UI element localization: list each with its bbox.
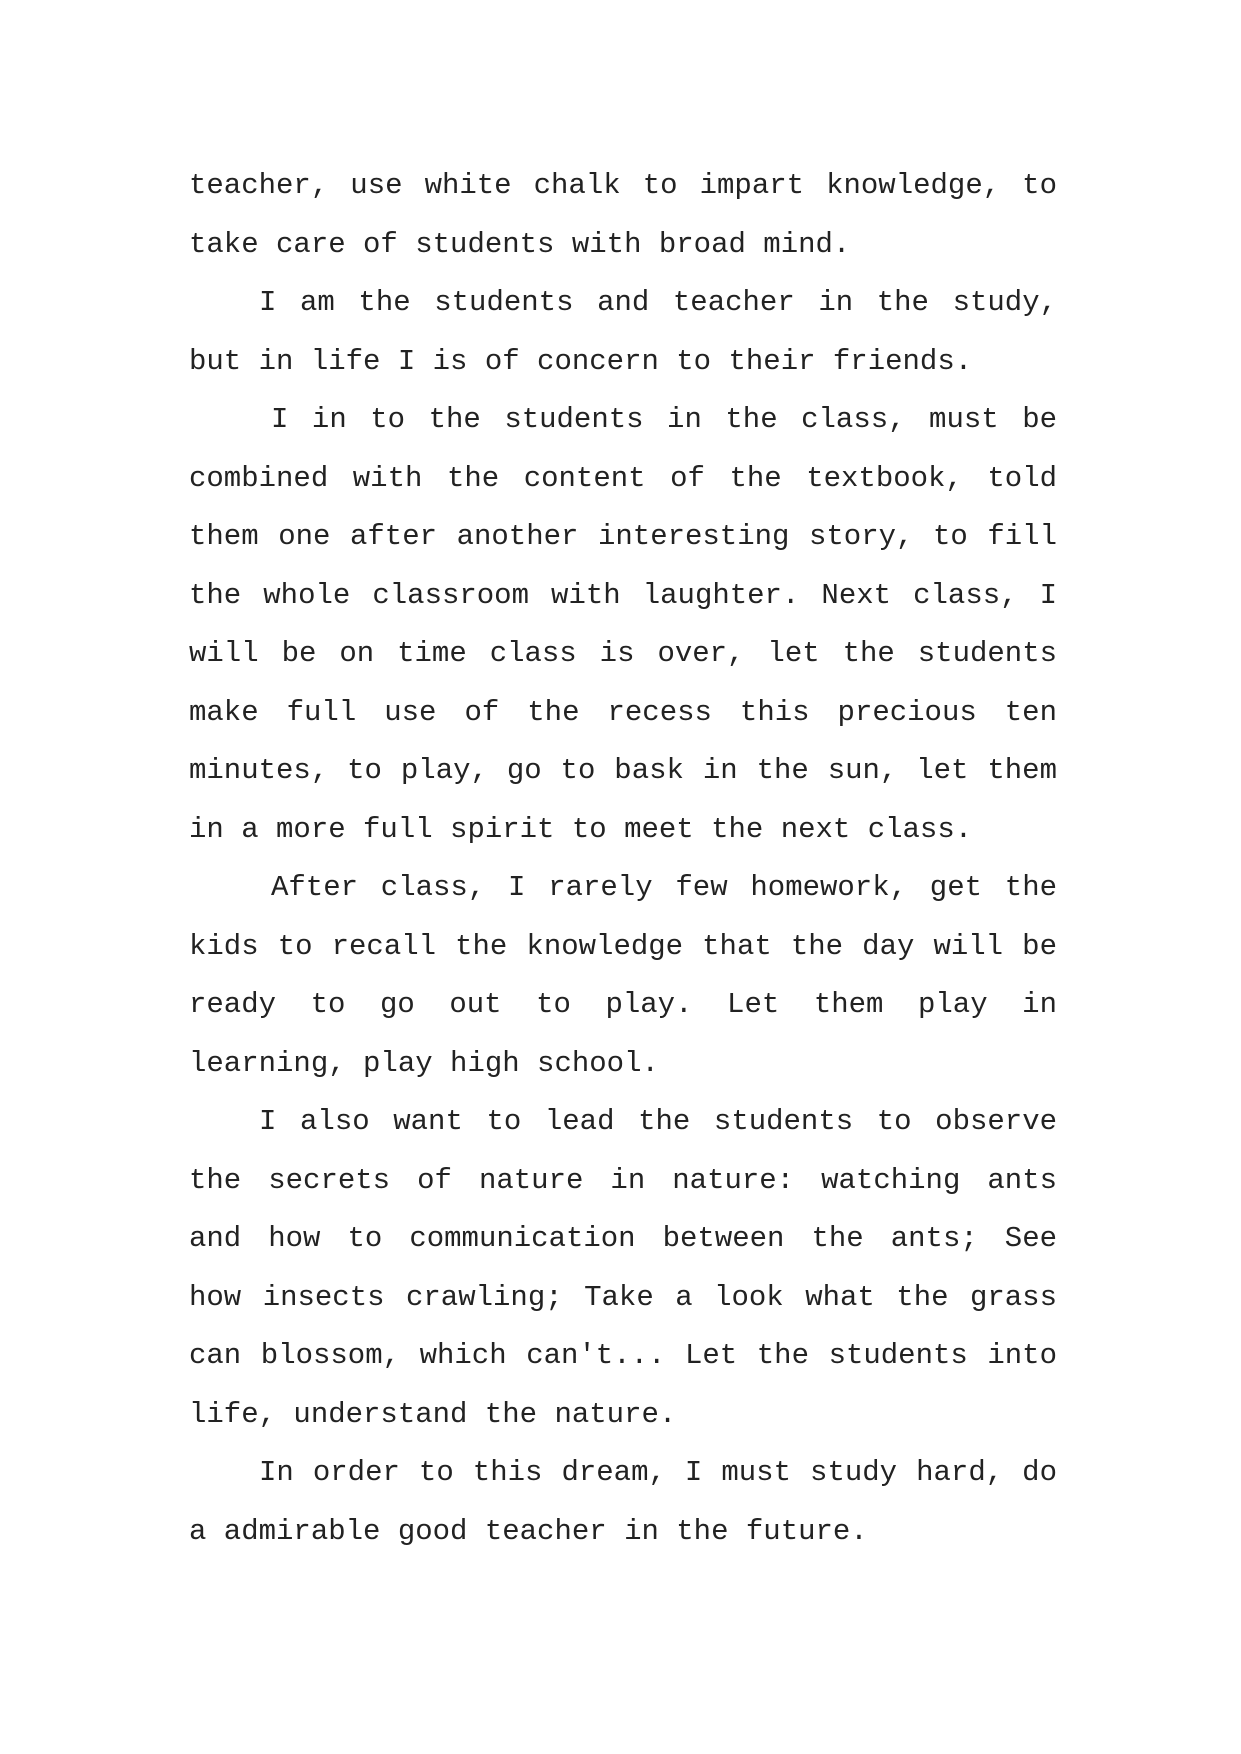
paragraph-nature: I also want to lead the students to observe the secrets of nature in nature: watching ants and how to communication between the ants; See how insects crawling; Take a look what the grass can blossom, which can't... Let the students into life, understand the nature. (189, 1105, 1057, 1431)
paragraph-class-stories: I in to the students in the class, must be combined with the content of the textbook, told them one after another interesting story, to fill the whole classroom with laughter. Next class, I will be on time class is over, let the students make full use of the recess this precious ten minutes, to play, go to bask in the sun, let them in a more full spirit to meet the next class. (189, 403, 1057, 846)
paragraph-continued: teacher, use white chalk to impart knowledge, to take care of students with broad mind. (189, 169, 1057, 261)
paragraph-students-and-teacher: I am the students and teacher in the study, but in life I is of concern to their friends. (189, 286, 1057, 378)
body-text (189, 157, 1057, 1561)
paragraph-after-class: After class, I rarely few homework, get the kids to recall the knowledge that the day will be ready to go out to play. Let them play in learning, play high school. (189, 871, 1057, 1080)
paragraph-dream: In order to this dream, I must study hard, do a admirable good teacher in the future. (189, 1456, 1057, 1548)
